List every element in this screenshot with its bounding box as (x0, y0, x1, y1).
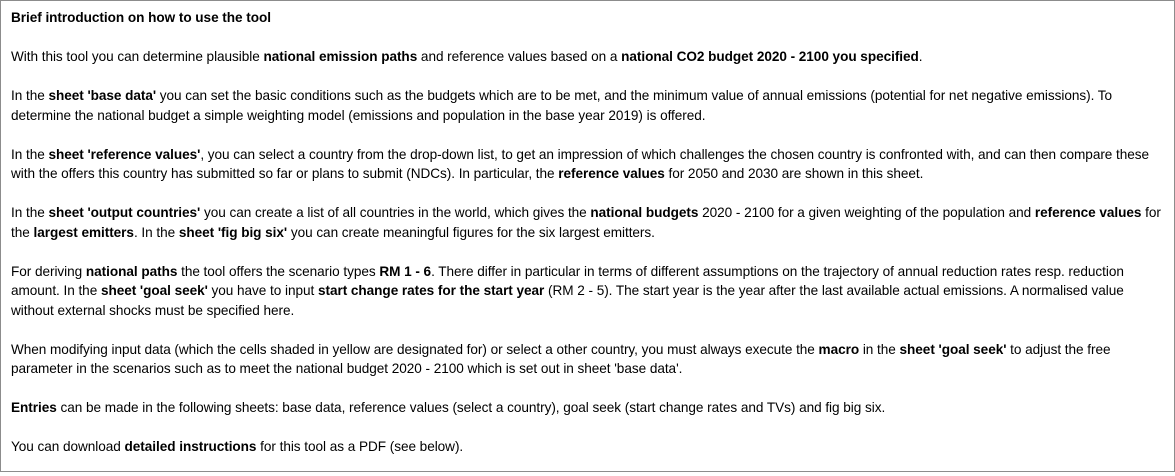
text-run: you have to input (207, 283, 318, 298)
text-run: , you can select a country from the drop-down list, to get an impression of which challenges the chosen country is confronted with, and can then compare these with the offers this country has submitted so far or plans to submit (NDCs). In particular, the (11, 146, 1150, 181)
text-run: you can create meaningful figures for the six largest emitters. (287, 224, 655, 240)
text-run: You can download (11, 439, 125, 454)
instructions-content (11, 8, 1166, 476)
bold-text: largest emitters (33, 224, 134, 240)
bold-text: sheet 'output countries' (48, 205, 201, 220)
bold-text: Brief introduction on how to use the tool (11, 10, 271, 25)
paragraph-entries (11, 398, 1166, 418)
text-run: . In the (133, 224, 179, 240)
text-run: in the (859, 341, 900, 357)
text-run: you can set the basic conditions such as the budgets which are to be met, and the minimum value of annual emissions (potential for net negative emissions). To determine the national budget a simple weighting model (emissions and population in the base year 2019) is offered. (11, 88, 1113, 123)
text-run: In the (11, 205, 49, 220)
text-run: 2020 - 2100 for a given weighting of the population and (698, 205, 1035, 220)
text-run: (RM 2 - 5). The start year is the year after the last available actual emissions. A normalised value without external shocks must be specified here. (11, 283, 1124, 318)
paragraph-title (11, 8, 1166, 28)
text-run: for this tool as a PDF (see below). (256, 439, 464, 454)
paragraph-national-paths (11, 262, 1166, 321)
text-run: For deriving (11, 263, 86, 279)
text-run: When modifying input data (which the cells shaded in yellow are designated for) or select a other country, you must always execute the (11, 341, 819, 357)
bold-text: sheet 'base data' (48, 88, 157, 103)
bold-text: detailed instructions (124, 439, 257, 454)
text-run: can be made in the following sheets: base data, reference values (select a country), goal seek (start change rates and TVs) and fig big six. (56, 400, 886, 415)
text-run: the tool offers the scenario types (177, 263, 380, 279)
bold-text: Entries (11, 400, 57, 415)
text-run: In the (11, 146, 49, 162)
text-run: for the (11, 205, 1161, 240)
text-run: . (918, 49, 923, 64)
text-run: to adjust the free parameter in the scenarios such as to meet the national budget 2020 - 2100 which is set out in sheet 'base data'. (11, 341, 1111, 376)
bold-text: sheet 'fig big six' (178, 224, 288, 240)
bold-text: RM 1 - 6 (379, 263, 432, 279)
text-run: you can create a list of all countries in the world, which gives the (200, 205, 591, 220)
bold-text: national budgets (590, 205, 699, 220)
paragraph-macro (11, 340, 1166, 379)
paragraph-base-data (11, 86, 1166, 125)
bold-text: sheet 'reference values' (48, 146, 201, 162)
bold-text: national paths (85, 263, 178, 279)
bold-text: sheet 'goal seek' (899, 341, 1007, 357)
bold-text: sheet 'goal seek' (100, 283, 208, 298)
paragraph-intro (11, 47, 1166, 67)
paragraph-reference-values (11, 145, 1166, 184)
bold-text: macro (818, 341, 860, 357)
bold-text: reference values (558, 166, 665, 181)
paragraph-output-countries (11, 203, 1166, 242)
text-run: for 2050 and 2030 are shown in this sheet. (664, 166, 924, 181)
bold-text: reference values (1034, 205, 1142, 220)
bold-text: start change rates for the start year (317, 283, 545, 298)
text-run: . There differ in particular in terms of different assumptions on the trajectory of annual reduction rates resp. reduction amount. In the (11, 263, 1124, 298)
bold-text: national CO2 budget 2020 - 2100 you specified (621, 49, 919, 64)
bold-text: national emission paths (263, 49, 418, 64)
text-run: In the (11, 88, 49, 103)
text-run: With this tool you can determine plausible (11, 49, 264, 64)
text-run: and reference values based on a (417, 49, 622, 64)
paragraph-download (11, 437, 1166, 457)
